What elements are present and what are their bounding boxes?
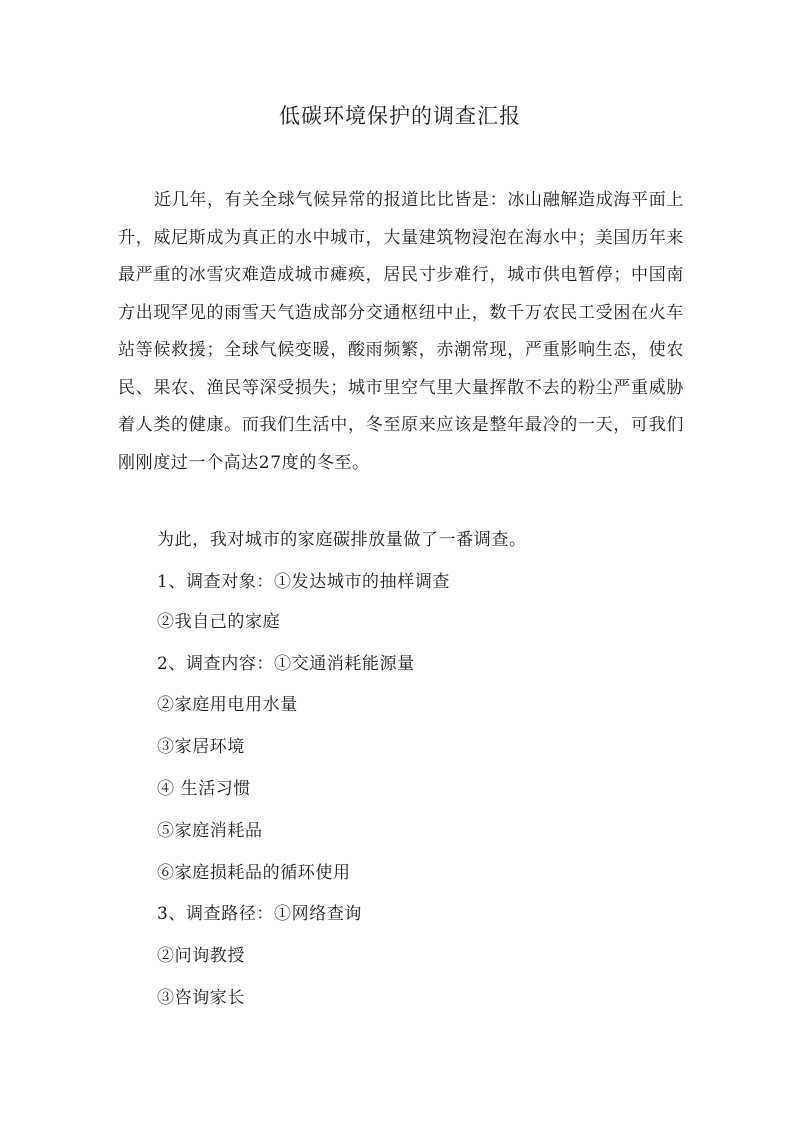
intro-paragraph: 近几年，有关全球气候异常的报道比比皆是：冰山融解造成海平面上升，威尼斯成为真正的水中城市，大量建筑物浸泡在海水中；美国历年来最严重的冰雪灾难造成城市瘫痪，居民寸步难行，城市供电暂停；中国南方出现罕见的雨雪天气造成部分交通枢纽中止，数千万农民工受困在火车站等候救援；全球气候变暖，酸雨频繁，赤潮常现，严重影响生态，使农民、果农、渔民等深受损失；城市里空气里大量挥散不去的粉尘严重威胁着人类的健康。而我们生活中，冬至原来应该是整年最冷的一天，可我们刚刚度过一个高达27度的冬至。 xyxy=(118,190,684,473)
survey-content-line: 2、调查内容：①交通消耗能源量 xyxy=(157,654,415,674)
survey-method-item: ③咨询家长 xyxy=(157,988,245,1008)
survey-content-item: ③家居环境 xyxy=(157,737,245,757)
survey-subject-item: ②我自己的家庭 xyxy=(157,612,281,632)
survey-subject-line: 1、调查对象：①发达城市的抽样调查 xyxy=(157,572,451,592)
survey-method-line: 3、调查路径：①网络查询 xyxy=(157,904,363,924)
survey-purpose-line: 为此，我对城市的家庭碳排放量做了一番调查。 xyxy=(157,530,527,550)
survey-method-item: ②问询教授 xyxy=(157,946,245,966)
survey-content-item: ②家庭用电用水量 xyxy=(157,695,298,715)
document-title: 低碳环境保护的调查汇报 xyxy=(279,104,521,128)
survey-content-item: ⑥家庭损耗品的循环使用 xyxy=(157,863,351,883)
survey-content-item: ④ 生活习惯 xyxy=(157,779,252,799)
survey-content-item: ⑤家庭消耗品 xyxy=(157,821,263,841)
